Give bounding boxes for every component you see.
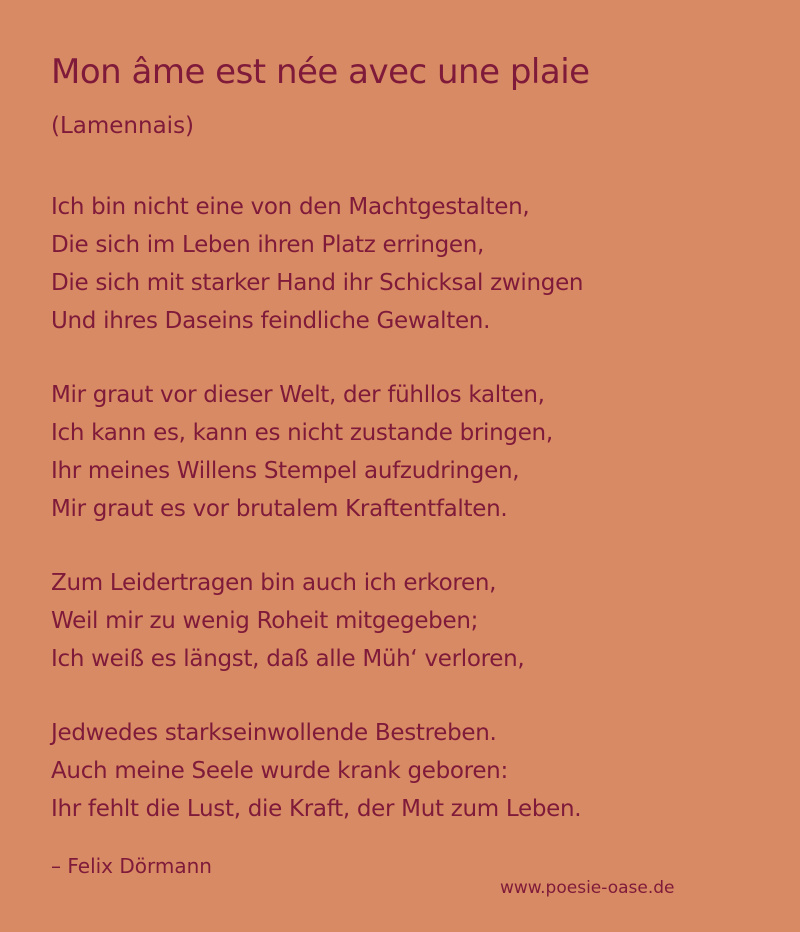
poem-line: Zum Leidertragen bin auch ich erkoren, — [51, 570, 497, 596]
poem-line: Die sich im Leben ihren Platz erringen, — [51, 232, 485, 258]
poem-line: Ich bin nicht eine von den Machtgestalten, — [51, 194, 530, 220]
stanza-4 — [51, 714, 583, 828]
poem-line: Die sich mit starker Hand ihr Schicksal zwingen — [51, 270, 584, 296]
poem-line: Ich kann es, kann es nicht zustande bringen, — [51, 420, 553, 446]
poem-line: Mir graut vor dieser Welt, der fühllos kalten, — [51, 382, 545, 408]
poem-line: Mir graut es vor brutalem Kraftentfalten. — [51, 496, 508, 522]
poem-line: Ihr fehlt die Lust, die Kraft, der Mut zum Leben. — [51, 796, 582, 822]
stanza-2 — [51, 376, 583, 528]
poem-line: Ich weiß es längst, daß alle Müh‘ verloren, — [51, 646, 525, 672]
poem-line: Jedwedes starkseinwollende Bestreben. — [51, 720, 497, 746]
poem-body — [51, 188, 583, 864]
source-website: www.poesie-oase.de — [500, 878, 675, 898]
poem-line: Ihr meines Willens Stempel aufzudringen, — [51, 458, 520, 484]
poem-line: Und ihres Daseins feindliche Gewalten. — [51, 308, 491, 334]
stanza-1 — [51, 188, 583, 340]
poem-title: Mon âme est née avec une plaie — [51, 52, 590, 92]
stanza-3 — [51, 564, 583, 678]
poem-line: Weil mir zu wenig Roheit mitgegeben; — [51, 608, 479, 634]
poem-subtitle: (Lamennais) — [51, 113, 195, 139]
poem-author: – Felix Dörmann — [51, 854, 212, 878]
poem-line: Auch meine Seele wurde krank geboren: — [51, 758, 508, 784]
